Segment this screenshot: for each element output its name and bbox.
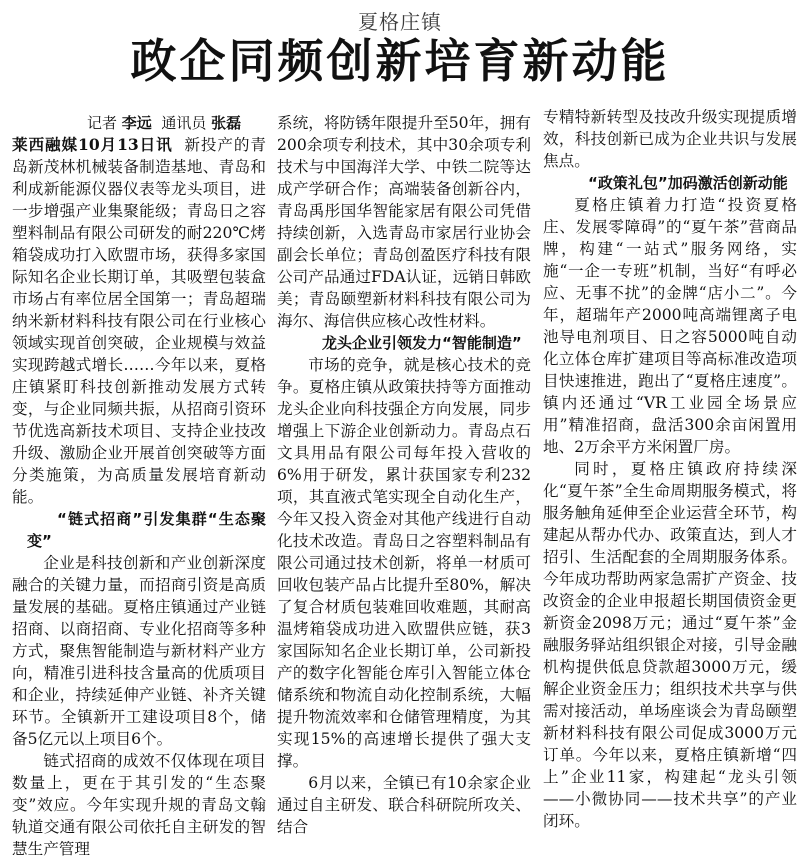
subhead-chain-investment: “链式招商”引发集群“生态聚变”: [27, 510, 266, 550]
reporter-name: 李远: [121, 114, 152, 132]
headline: 政企同频创新培育新动能: [130, 34, 670, 88]
paragraph: 链式招商的成效不仅体现在项目数量上，更在于其引发的“生态聚变”效应。今年实现升规的青岛文翰轨道交通有限公司依托自主研发的智慧生产管理: [12, 752, 266, 858]
lead-text: 新投产的青岛新茂林机械装备制造基地、青岛和利成新能源仪器仪表等龙头项目，进一步增强产业集聚能级；青岛日之容塑料制品有限公司研发的耐220℃烤箱袋成功打入欧盟市场，获得多家国际知名企业长期订单，其吸塑包装盒市场占有率位居全国第一；青岛超瑞纳米新材料科技有限公司在行业核心领域实现首创突破，企业规模与效益实现跨越式增长……今年以来，夏格庄镇紧盯科技创新推动发展方式转变，与企业同频共振，从招商引资环节优选高新技术项目、支持企业技改升级、激励企业开展首创突破等方面分类施策，为高质量发展培育新动能。: [12, 136, 266, 506]
paragraph: 6月以来，全镇已有10余家企业通过自主研发、联合科研院所攻关、结合: [277, 774, 531, 836]
paragraph: 夏格庄镇着力打造“投资夏格庄、发展零障碍”的“夏午茶”营商品牌，构建“一站式”服务网络，实施“一企一专班”机制，当好“有呼必应、无事不扰”的金牌“店小二”。今年，超瑞年产2000吨高端锂离子电池导电剂项目、日之容5000吨自动化立体仓库扩建项目等高标准改造项目快速推进，跑出了“夏格庄速度”。镇内还通过“VR工业园全场景应用”精准招商，盘活300余亩闲置用地、2万余平方米闲置厂房。: [543, 196, 797, 456]
dateline: 莱西融媒10月13日讯: [12, 135, 173, 154]
article-column-3: [543, 106, 797, 830]
article-column-2: [277, 112, 531, 836]
correspondent-name: 张磊: [211, 114, 242, 132]
subhead-smart-manufacturing: 龙头企业引领发力“智能制造”: [322, 334, 522, 352]
correspondent-label: 通讯员: [161, 114, 207, 132]
article-column-1: [12, 112, 266, 858]
kicker: 夏格庄镇: [358, 10, 442, 34]
reporter-label: 记者: [87, 114, 118, 132]
byline: [12, 112, 266, 134]
paragraph: 同时，夏格庄镇政府持续深化“夏午茶”全生命周期服务模式，将服务触角延伸至企业运营全环节，构建起从帮办代办、政策直达，到人才招引、生活配套的全周期服务体系。今年成功帮助两家急需扩产资金、技改资金的企业申报超长期国债资金更新资金2098万元；通过“夏午茶”金融服务驿站组织银企对接，引导金融机构提供低息贷款超3000万元，缓解企业资金压力；组织技术共享与供需对接活动，单场座谈会为青岛颐塑新材料科技有限公司促成3000万元订单。今年以来，夏格庄镇新增“四上”企业11家，构建起“龙头引领——小微协同——技术共享”的产业闭环。: [543, 460, 797, 830]
paragraph: 企业是科技创新和产业创新深度融合的关键力量，而招商引资是高质量发展的基础。夏格庄镇通过产业链招商、以商招商、专业化招商等多种方式，聚焦智能制造与新材料产业方向，精准引进科技含量高的优质项目和企业，持续延伸产业链、补齐关键环节。全镇新开工建设项目8个，储备5亿元以上项目6个。: [12, 554, 266, 748]
lead-paragraph: [12, 134, 266, 508]
subhead-policy-package: “政策礼包”加码激活创新动能: [588, 174, 788, 192]
paragraph: 系统，将防锈年限提升至50年，拥有200余项专利技术，其中30余项专利技术与中国海洋大学、中铁二院等达成产学研合作；高端装备创新谷内，青岛禹彤国华智能家居有限公司凭借持续创新，入选青岛市家居行业协会副会长单位；青岛创盈医疗科技有限公司产品通过FDA认证，远销日韩欧美；青岛颐塑新材料科技有限公司为海尔、海信供应核心改性材料。: [277, 114, 531, 330]
paragraph: 市场的竞争，就是核心技术的竞争。夏格庄镇从政策扶持等方面推动龙头企业向科技强企方向发展，同步增强上下游企业创新动力。青岛点石文具用品有限公司每年投入营收的6%用于研发，累计获国家专利232项，其直液式笔实现全自动化生产，今年又投入资金对其他产线进行自动化技术改造。青岛日之容塑料制品有限公司通过技术创新，将单一材质可回收包装产品占比提升至80%，解决了复合材质包装难回收难题，其耐高温烤箱袋成功进入欧盟供应链，获3家国际知名企业长期订单，公司新投产的数字化智能仓库引入智能立体仓储系统和物流自动化控制系统，大幅提升物流效率和仓储管理精度，为其实现15%的高速增长提供了强大支撑。: [277, 356, 531, 770]
paragraph: 专精特新转型及技改升级实现提质增效，科技创新已成为企业共识与发展焦点。: [543, 108, 797, 170]
